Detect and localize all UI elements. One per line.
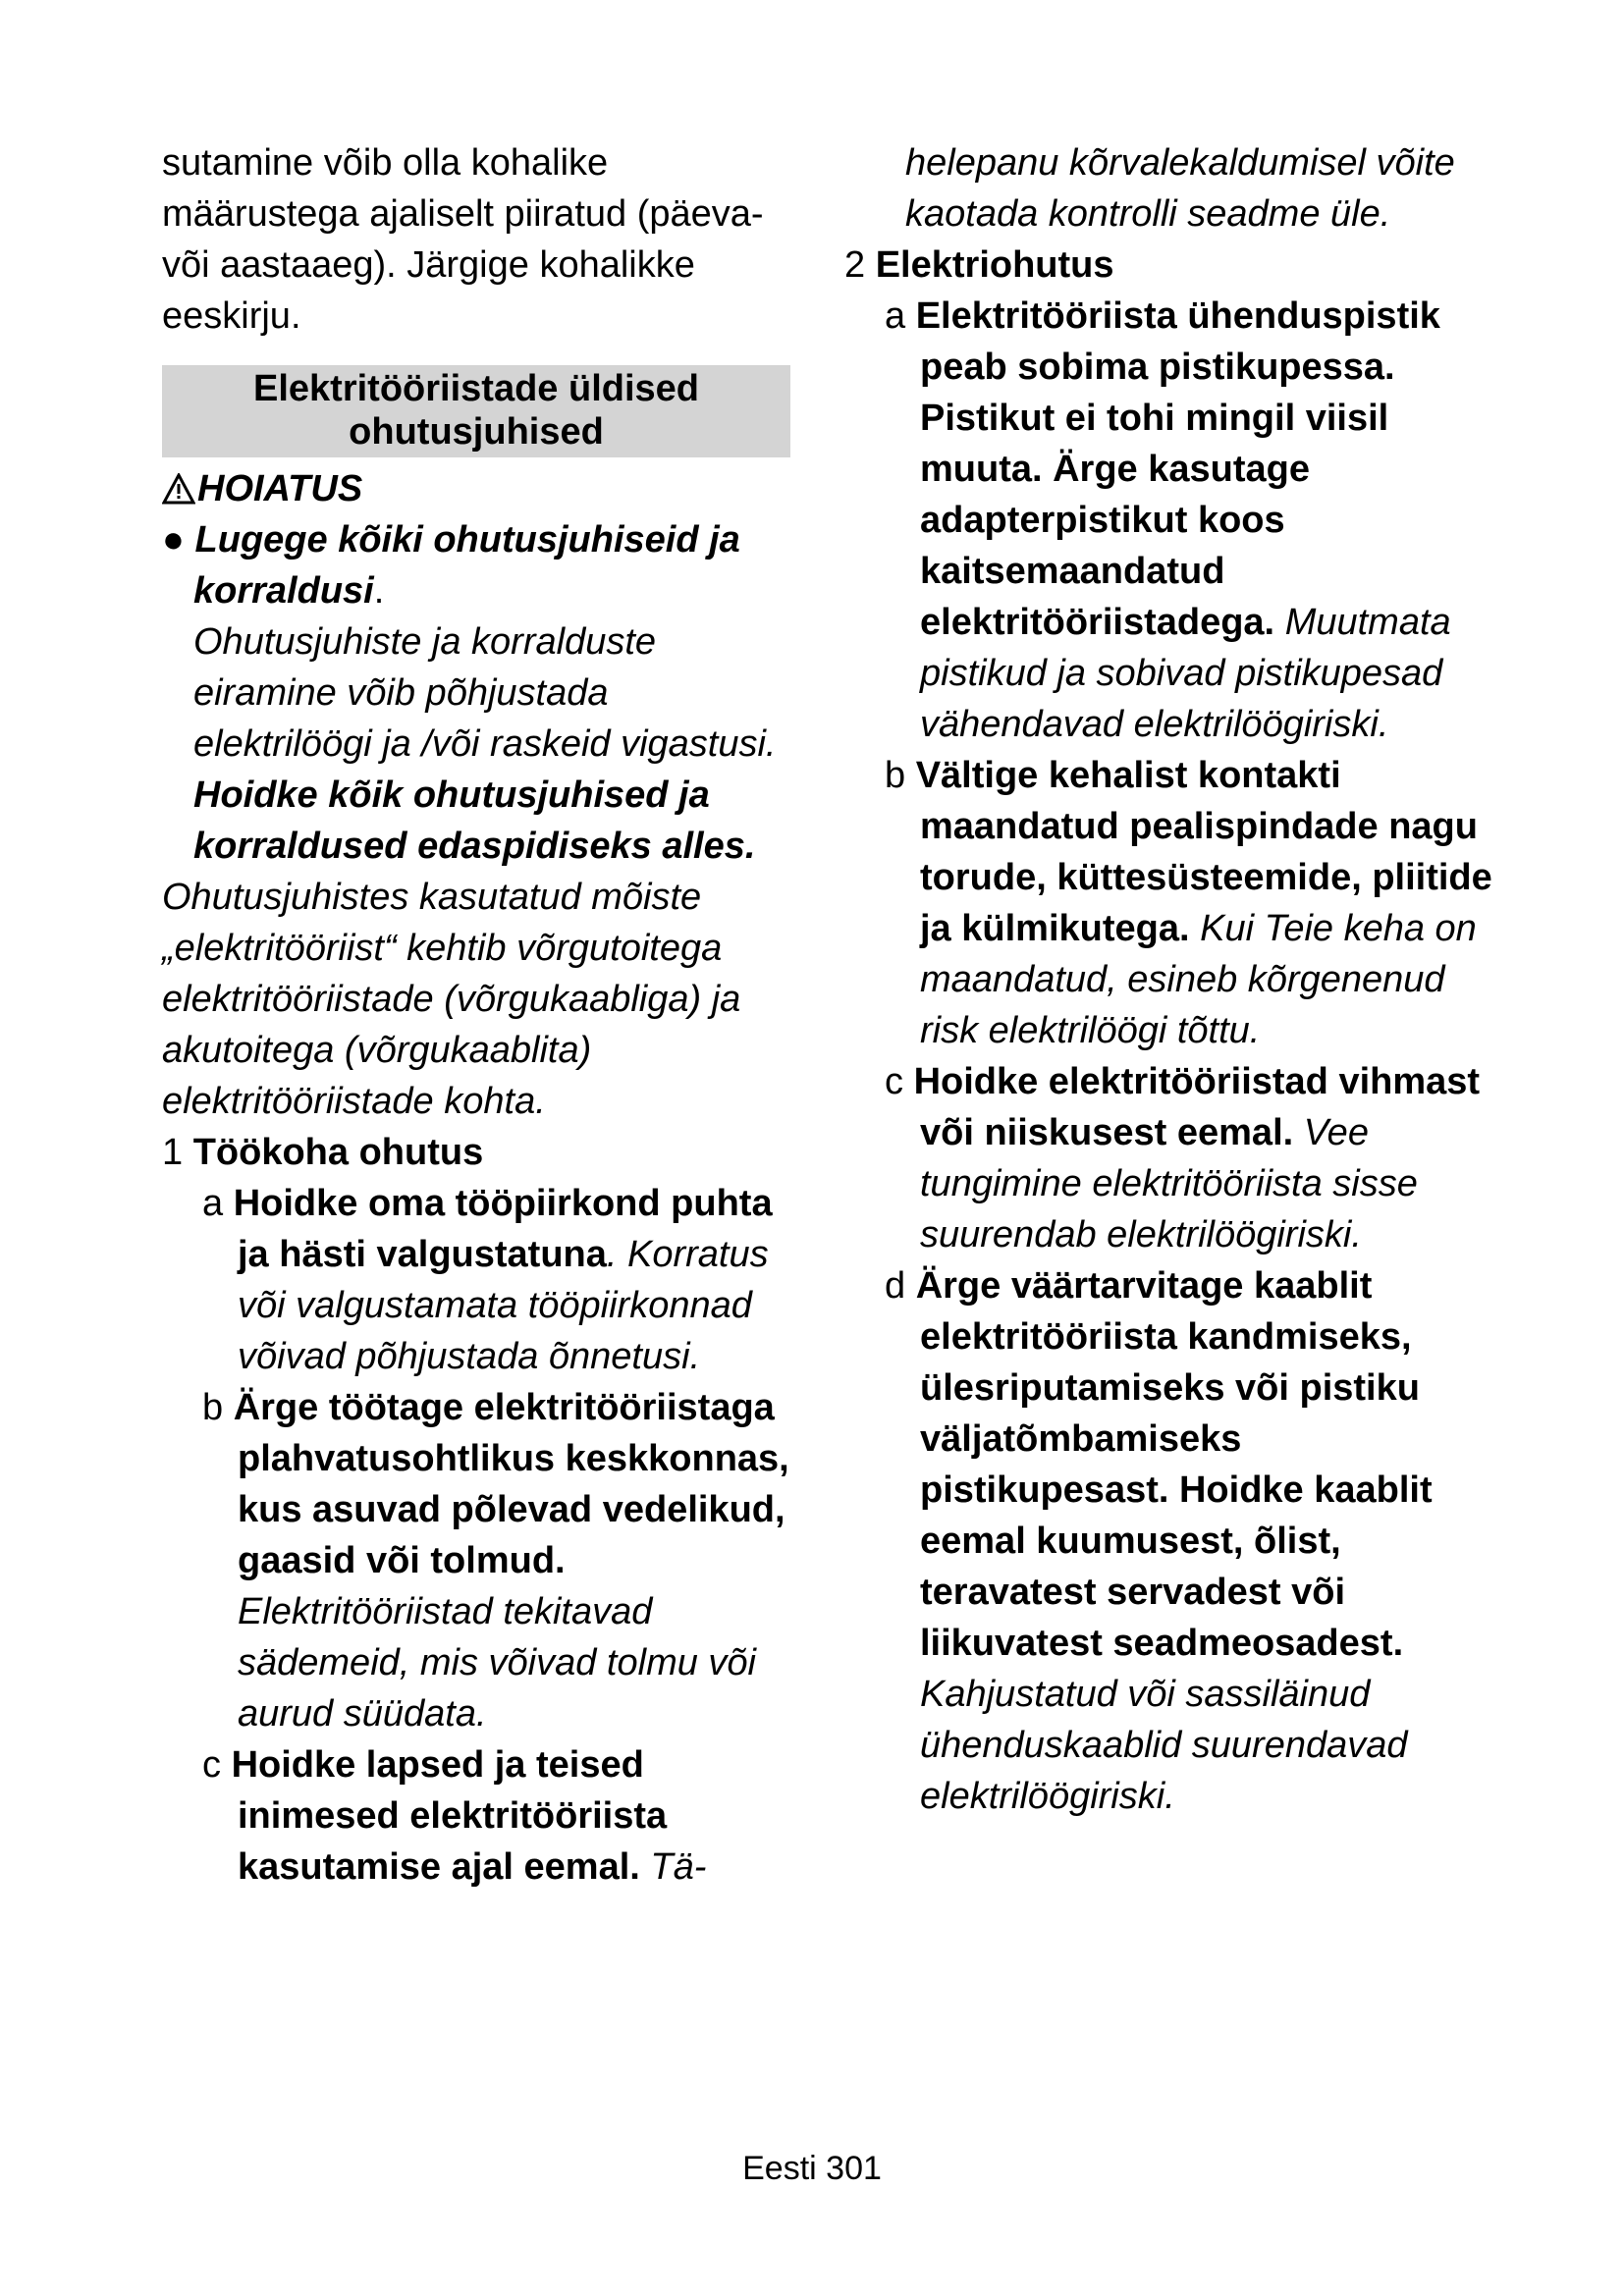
section-2d-letter: d	[885, 1265, 906, 1307]
section-2-number: 2	[844, 244, 866, 286]
section-1c	[162, 1739, 790, 1893]
section-2b-bold: Vältige kehalist kontakti maandatud pealispindade nagu torude, küttesüsteemide, pliitide ja külmikutega.	[915, 755, 1492, 949]
section-2c-italic: Vee tungimine elektritööriista sisse suurendab elektrilöögiriski.	[920, 1112, 1418, 1255]
warning-label	[162, 463, 790, 514]
continued-paragraph: helepanu kõrvalekaldumisel võite kaotada kontrolli seadme üle.	[905, 142, 1455, 235]
bullet-bold-text-2: Hoidke kõik ohutusjuhised ja korraldused edaspidiseks alles.	[193, 774, 756, 867]
section-2a	[844, 291, 1492, 750]
bullet-body	[162, 616, 790, 872]
warning-text: HOIATUS	[197, 468, 363, 509]
section-2-title: Elektriohutus	[875, 244, 1114, 286]
section-2a-bold: Elektritööriista ühenduspistik peab sobima pistikupessa. Pistikut ei tohi mingil viisil muuta. Ärge kasutage adapterpistikut koos kaitsemaandatud elektritööriistadega.	[915, 295, 1440, 643]
section-2c	[844, 1056, 1492, 1260]
footer-language: Eesti	[742, 2150, 817, 2187]
section-1b	[162, 1382, 790, 1739]
section-2-heading	[844, 240, 1492, 291]
bullet-dot-icon: ●	[162, 519, 195, 561]
section-1a-italic: . Korratus või valgustamata tööpiirkonnad võivad põhjustada õnnetusi.	[238, 1234, 769, 1377]
definition-paragraph: Ohutusjuhistes kasutatud mõiste „elektritööriist“ kehtib võrgutoitega elektritööriistade (võrgukaabliga) ja akutoitega (võrgukaablita) elektritööriistade kohta.	[162, 877, 741, 1122]
bullet-bold-text: Lugege kõiki ohutusjuhiseid ja korraldusi	[193, 519, 740, 612]
bullet-period: .	[373, 570, 385, 612]
section-1c-letter: c	[202, 1744, 221, 1786]
section-2a-letter: a	[885, 295, 906, 337]
bullet-italic-text: Ohutusjuhiste ja korralduste eiramine võib põhjustada elektrilöögi ja /või raskeid vigastusi.	[193, 621, 777, 765]
section-1c-italic: Tä-	[650, 1846, 707, 1888]
section-1a-letter: a	[202, 1183, 224, 1224]
section-1a	[162, 1178, 790, 1382]
section-2c-letter: c	[885, 1061, 903, 1102]
warning-triangle-icon	[162, 473, 195, 505]
section-2b-letter: b	[885, 755, 906, 796]
section-1b-letter: b	[202, 1387, 224, 1428]
section-1c-bold: Hoidke lapsed ja teised inimesed elektritööriista kasutamise ajal eemal.	[231, 1744, 668, 1888]
section-2a-italic: Muutmata pistikud ja sobivad pistikupesad vähendavad elektrilöögiriski.	[920, 602, 1451, 745]
section-2d	[844, 1260, 1492, 1822]
section-2d-italic: Kahjustatud või sassiläinud ühenduskaablid suurendavad elektrilöögiriski.	[920, 1674, 1408, 1817]
section-1b-italic: Elektritööriistad tekitavad sädemeid, mis võivad tolmu või aurud süüdata.	[238, 1591, 756, 1735]
bullet-item	[162, 514, 790, 616]
section-2d-bold: Ärge väärtarvitage kaablit elektritööriista kandmiseks, ülesriputamiseks või pistiku väljatõmbamiseks pistikupesast. Hoidke kaablit eemal kuumusest, õlist, teravatest servadest või liikuvatest seadmeosadest.	[915, 1265, 1433, 1664]
left-column	[162, 137, 790, 1893]
section-1a-bold: Hoidke oma tööpiirkond puhta ja hästi valgustatuna	[233, 1183, 773, 1275]
page-footer	[0, 2143, 1624, 2194]
section-1-number: 1	[162, 1132, 184, 1173]
section-1-title: Töökoha ohutus	[192, 1132, 484, 1173]
section-1-heading	[162, 1127, 790, 1178]
footer-page-number: 301	[826, 2150, 882, 2187]
section-2b-italic: Kui Teie keha on maandatud, esineb kõrgenenud risk elektrilöögi tõttu.	[920, 908, 1477, 1051]
right-column	[844, 137, 1492, 1822]
section-header: Elektritööriistade üldised ohutusjuhised	[162, 365, 790, 457]
section-1b-bold: Ärge töötage elektritööriistaga plahvatusohtlikus keskkonnas, kus asuvad põlevad vedelikud, gaasid või tolmud.	[233, 1387, 789, 1581]
section-2c-bold: Hoidke elektritööriistad vihmast või niiskusest eemal.	[913, 1061, 1481, 1153]
intro-paragraph: sutamine võib olla kohalike määrustega ajaliselt piiratud (päeva- või aastaaeg). Järgige kohalikke eeskirju.	[162, 142, 764, 337]
section-2b	[844, 750, 1492, 1056]
